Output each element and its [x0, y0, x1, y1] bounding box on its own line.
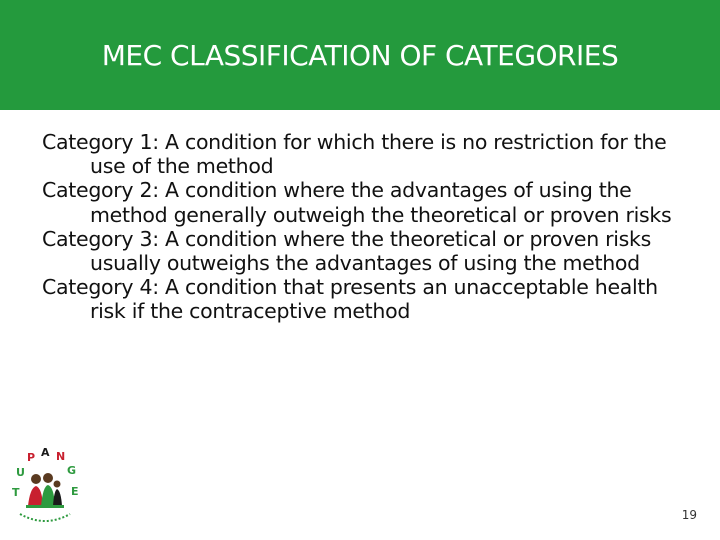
category-label: Category 3 [42, 226, 153, 251]
category-description: A condition that presents an unacceptable health risk if the contraceptive method [90, 275, 658, 324]
category-item-1 [42, 130, 692, 178]
page-number: 19 [681, 508, 697, 522]
category-description: A condition where the theoretical or proven risks usually outweighs the advantages of using the method [90, 226, 651, 276]
category-separator: : [152, 275, 159, 300]
category-label: Category 4 [42, 275, 153, 300]
logo-letter-t: T [12, 486, 20, 499]
category-separator: : [152, 130, 159, 154]
category-separator: : [152, 178, 159, 203]
slide-title: MEC CLASSIFICATION OF CATEGORIES [101, 38, 619, 72]
category-item-2 [42, 178, 692, 226]
category-label: Category 2 [42, 178, 153, 203]
logo-letter-p: P [27, 451, 36, 464]
logo-letter-e: E [71, 485, 79, 498]
logo-tagline-arc [20, 514, 70, 521]
logo-letter-n: N [56, 450, 66, 463]
tupange-logo-icon [6, 444, 84, 526]
category-separator: : [152, 226, 159, 251]
category-description: A condition for which there is no restriction for the use of the method [90, 130, 667, 179]
logo-letter-g: G [67, 464, 77, 477]
category-label: Category 1 [42, 130, 153, 154]
header-band [0, 0, 720, 110]
category-description: A condition where the advantages of using the method generally outweigh the theoretical or proven risks [90, 178, 672, 227]
logo-letter-u: U [16, 466, 25, 479]
category-item-4 [42, 275, 692, 323]
logo-figures [26, 473, 64, 508]
category-list [42, 130, 692, 324]
category-item-3 [42, 227, 692, 275]
logo-letter-a: A [41, 446, 50, 459]
